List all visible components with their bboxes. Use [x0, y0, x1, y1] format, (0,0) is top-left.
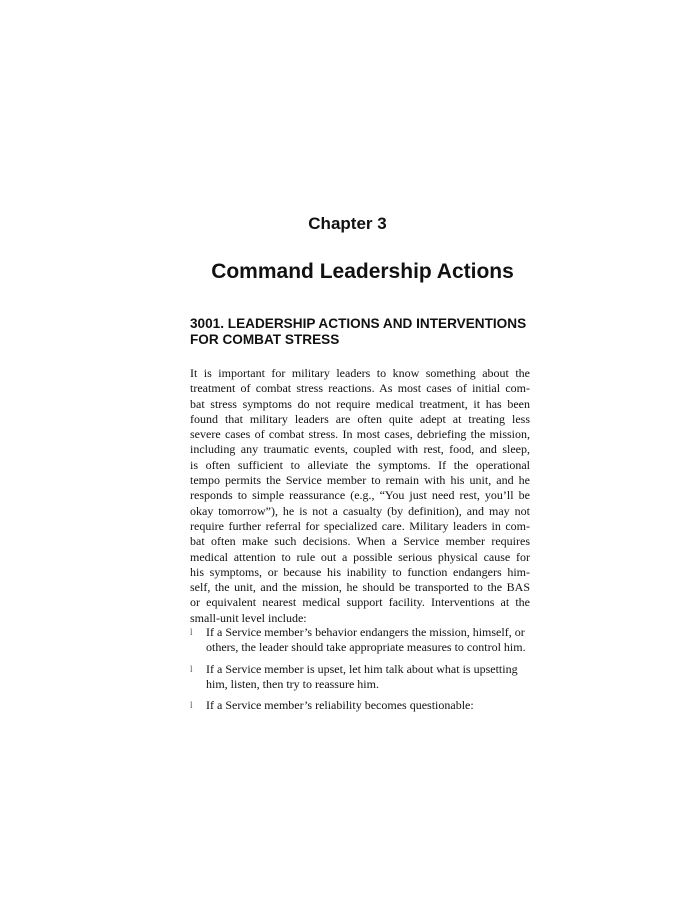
list-item-text: If a Service member’s behavior endangers the mission, himself, or others, the leader should take appropriate measures to control him.: [206, 625, 526, 655]
bullet-icon: l: [190, 663, 193, 674]
body-line: require further referral for specialized care. Military leaders in com-: [190, 518, 530, 533]
body-line: self, the unit, and the mission, he should be transported to the BAS: [190, 580, 530, 595]
body-line: tempo permits the Service member to remain with his unit, and he: [190, 473, 530, 488]
body-line: medical attention to rule out a possible serious physical cause for: [190, 549, 530, 564]
body-line: found that military leaders are often quite adept at treating less: [190, 411, 530, 426]
list-item-text: If a Service member is upset, let him talk about what is upsetting him, listen, then try to reassure him.: [206, 661, 518, 691]
body-line: his symptoms, or because his inability to function endangers him-: [190, 564, 530, 579]
list-item: [190, 662, 530, 693]
chapter-title: Command Leadership Actions: [211, 260, 514, 283]
section-heading-line-2: FOR COMBAT STRESS: [190, 332, 340, 347]
section-heading: [190, 316, 540, 348]
interventions-list: [190, 625, 530, 719]
body-line: bat stress symptoms do not require medical treatment, it has been: [190, 396, 530, 411]
body-line: treatment of combat stress reactions. As most cases of initial com-: [190, 381, 530, 396]
list-item: [190, 625, 530, 656]
body-line: okay tomorrow”), he is not a casualty (by definition), and may not: [190, 503, 530, 518]
bullet-icon: l: [190, 700, 193, 711]
body-line: is often sufficient to alleviate the symptoms. If the operational: [190, 457, 530, 472]
body-line: small-unit level include:: [190, 610, 307, 625]
body-paragraph: [190, 366, 530, 626]
body-line: or equivalent nearest medical support facility. Interventions at the: [190, 595, 530, 610]
body-line: It is important for military leaders to know something about the: [190, 366, 530, 380]
body-line: severe cases of combat stress. In most cases, debriefing the mission,: [190, 427, 530, 442]
list-item: [190, 698, 530, 713]
body-line: bat often make such decisions. When a Service member requires: [190, 534, 530, 549]
bullet-icon: l: [190, 627, 193, 637]
section-heading-line-1: 3001. LEADERSHIP ACTIONS AND INTERVENTIONS: [190, 316, 527, 331]
body-line: responds to simple reassurance (e.g., “You just need rest, you’ll be: [190, 488, 530, 503]
list-item-text: If a Service member’s reliability becomes questionable:: [206, 698, 474, 713]
chapter-label: Chapter 3: [308, 214, 387, 233]
body-line: including any traumatic events, coupled with rest, food, and sleep,: [190, 442, 530, 457]
